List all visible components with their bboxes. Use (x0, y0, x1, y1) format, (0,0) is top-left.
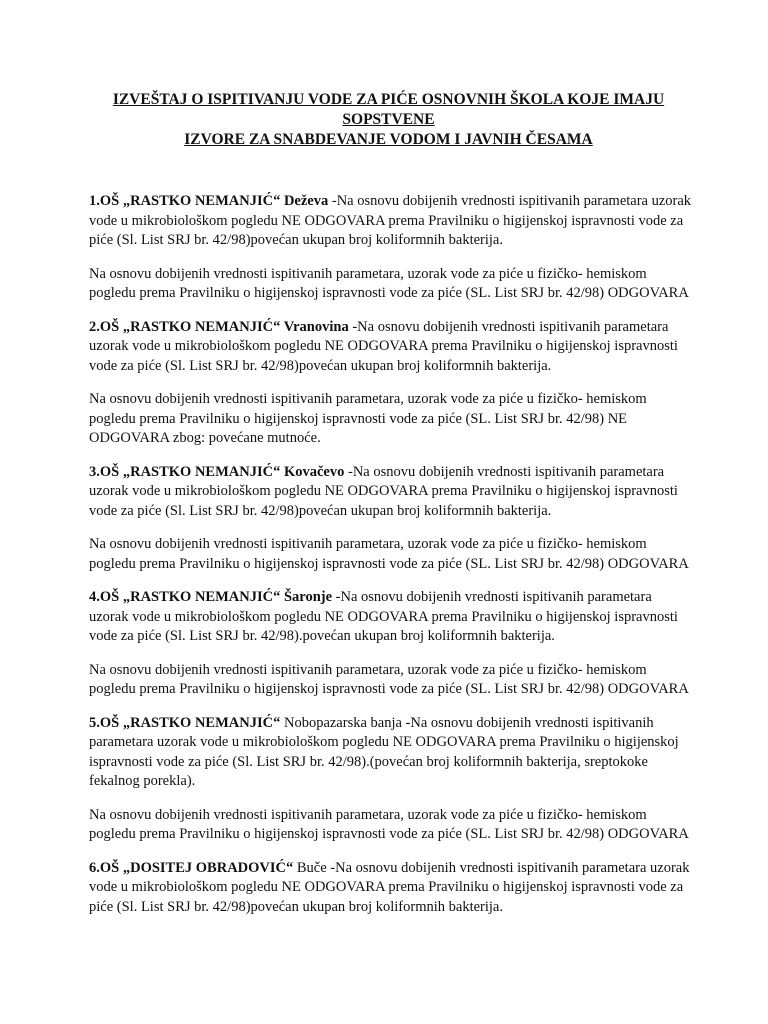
section-1-chemistry: Na osnovu dobijenih vrednosti ispitivanih parametara, uzorak vode za piće u fizičko- hemiskom pogledu prema Pravilniku o higijenskoj ispravnosti vode za piće (SL. List SRJ br. 42/98) ODGOVARA (89, 265, 689, 301)
microbiology-text: -Na osnovu dobijenih vrednosti ispitivanih parametara uzorak vode u mikrobiološkom pogledu NE ODGOVARA prema Pravilniku o higijenskoj ispravnosti vode za piće (Sl. List SRJ br. 42/98)povećan ukupan broj koliformnih bakterija. (89, 463, 678, 519)
microbiology-text: Nobopazarska banja -Na osnovu dobijenih vrednosti ispitivanih parametara uzorak vode u mikrobiološkom pogledu NE ODGOVARA prema Pravilniku o higijenskoj ispravnosti vode za piće (Sl. List SRJ br. 42/98).(povećan broj koliformnih bakterija, sreptokoke fekalnog porekla). (89, 714, 679, 789)
microbiology-text: -Na osnovu dobijenih vrednosti ispitivanih parametara uzorak vode u mikrobiološkom pogledu NE ODGOVARA prema Pravilniku o higijenskoj ispravnosti vode za piće (Sl. List SRJ br. 42/98)povećan ukupan broj koliformnih bakterija. (89, 318, 678, 374)
microbiology-text: -Na osnovu dobijenih vrednosti ispitivanih parametara uzorak vode u mikrobiološkom pogledu NE ODGOVARA prema Pravilniku o higijenskoj ispravnosti vode za piće (Sl. List SRJ br. 42/98)povećan ukupan broj koliformnih bakterija. (89, 193, 692, 248)
school-heading: 6.OŠ „DOSITEJ OBRADOVIĆ“ (89, 859, 294, 876)
school-heading: 2.OŠ „RASTKO NEMANJIĆ“ Vranovina (89, 318, 349, 335)
section-6-microbiology (89, 859, 692, 918)
school-heading: 5.OŠ „RASTKO NEMANJIĆ“ (89, 714, 281, 731)
page-title (86, 90, 691, 150)
section-1-microbiology (89, 192, 692, 251)
section-4-microbiology (89, 588, 692, 647)
section-3-microbiology (89, 463, 692, 522)
school-heading: 1.OŠ „RASTKO NEMANJIĆ“ Deževa (89, 193, 329, 209)
section-5-microbiology (89, 714, 692, 792)
title-line-2: IZVORE ZA SNABDEVANJE VODOM I JAVNIH ČESAMA (184, 131, 593, 148)
section-2-microbiology (89, 318, 692, 377)
title-line-1: IZVEŠTAJ O ISPITIVANJU VODE ZA PIĆE OSNOVNIH ŠKOLA KOJE IMAJU SOPSTVENE (112, 91, 665, 128)
section-3-chemistry: Na osnovu dobijenih vrednosti ispitivanih parametara, uzorak vode za piće u fizičko- hemiskom pogledu prema Pravilniku o higijenskoj ispravnosti vode za piće (SL. List SRJ br. 42/98) ODGOVARA (89, 536, 689, 572)
microbiology-text: -Na osnovu dobijenih vrednosti ispitivanih parametara uzorak vode u mikrobiološkom pogledu NE ODGOVARA prema Pravilniku o higijenskoj ispravnosti vode za piće (Sl. List SRJ br. 42/98).povećan ukupan broj koliformnih bakterija. (89, 589, 678, 644)
microbiology-text: Buče -Na osnovu dobijenih vrednosti ispitivanih parametara uzorak vode u mikrobiološkom pogledu NE ODGOVARA prema Pravilniku o higijenskoj ispravnosti vode za piće (Sl. List SRJ br. 42/98)povećan ukupan broj koliformnih bakterija. (89, 859, 690, 915)
section-5-chemistry: Na osnovu dobijenih vrednosti ispitivanih parametara, uzorak vode za piće u fizičko- hemiskom pogledu prema Pravilniku o higijenskoj ispravnosti vode za piće (SL. List SRJ br. 42/98) ODGOVARA (89, 806, 689, 842)
school-heading: 4.OŠ „RASTKO NEMANJIĆ“ Šaronje (89, 589, 333, 605)
section-4-chemistry: Na osnovu dobijenih vrednosti ispitivanih parametara, uzorak vode za piće u fizičko- hemiskom pogledu prema Pravilniku o higijenskoj ispravnosti vode za piće (SL. List SRJ br. 42/98) ODGOVARA (89, 661, 689, 697)
school-heading: 3.OŠ „RASTKO NEMANJIĆ“ Kovačevo (89, 463, 345, 480)
section-2-chemistry: Na osnovu dobijenih vrednosti ispitivanih parametara, uzorak vode za piće u fizičko- hemiskom pogledu prema Pravilniku o higijenskoj ispravnosti vode za piće (SL. List SRJ br. 42/98) NE ODGOVARA zbog: povećane mutnoće. (89, 391, 647, 446)
